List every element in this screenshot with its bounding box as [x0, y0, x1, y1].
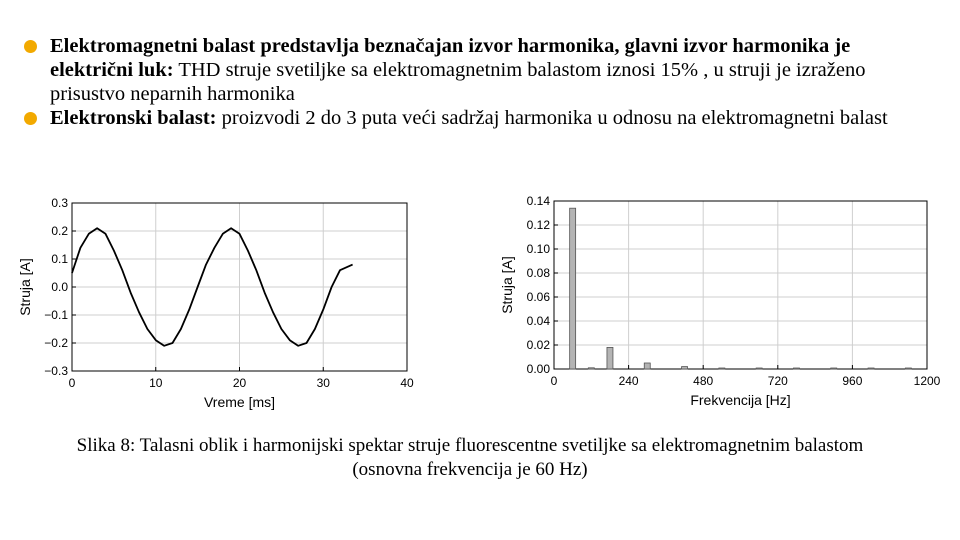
- figure-caption: Slika 8: Talasni oblik i harmonijski spektar struje fluorescentne svetiljke sa elektromagnetnim balastom (osnovna frekvencija je 60 Hz): [76, 435, 864, 480]
- x-tick-label: 1200: [913, 374, 941, 388]
- x-tick-label: 40: [400, 376, 414, 390]
- bar: [588, 368, 594, 369]
- y-tick-label: 0.04: [526, 314, 550, 328]
- bar: [868, 368, 874, 369]
- y-tick-label: 0.0: [51, 280, 68, 294]
- x-tick-label: 20: [232, 376, 247, 390]
- x-tick-label: 960: [842, 374, 863, 388]
- x-tick-label: 720: [767, 374, 788, 388]
- bar: [905, 368, 911, 369]
- y-axis-label: Struja [A]: [17, 258, 33, 316]
- bar: [719, 368, 725, 369]
- waveform-chart: [17, 188, 430, 418]
- bullet-dot-icon: [24, 112, 37, 125]
- plot-frame: [554, 201, 927, 369]
- bullet-bold: Elektronski balast:: [50, 107, 217, 129]
- bullet-item: [22, 34, 932, 106]
- bullet-dot-icon: [24, 40, 37, 53]
- bar: [793, 368, 799, 369]
- bar: [607, 347, 613, 369]
- bar: [831, 368, 837, 369]
- x-tick-label: 240: [618, 374, 639, 388]
- spectrum-chart: [494, 186, 944, 416]
- bar: [682, 367, 688, 369]
- y-tick-label: 0.02: [526, 338, 550, 352]
- y-tick-label: −0.1: [44, 308, 68, 322]
- bullet-bold: Elektromagnetni balast predstavlja beznačajan izvor harmonika, glavni izvor harmonika je električni luk:: [50, 35, 851, 81]
- bar: [756, 368, 762, 369]
- y-axis-label: Struja [A]: [499, 256, 515, 314]
- y-tick-label: 0.06: [526, 290, 550, 304]
- y-tick-label: 0.3: [51, 196, 68, 210]
- x-tick-label: 30: [316, 376, 330, 390]
- x-tick-label: 0: [550, 374, 558, 388]
- bullet-item: [22, 106, 932, 130]
- y-tick-label: 0.10: [526, 242, 550, 256]
- bar: [644, 363, 650, 369]
- x-axis-label: Frekvencija [Hz]: [690, 392, 791, 408]
- y-tick-label: −0.3: [44, 364, 68, 378]
- x-axis-label: Vreme [ms]: [203, 394, 276, 410]
- y-tick-label: 0.08: [526, 266, 550, 280]
- y-tick-label: 0.2: [51, 224, 68, 238]
- y-tick-label: 0.12: [526, 218, 550, 232]
- bullet-text: THD struje svetiljke sa elektromagnetnim balastom iznosi 15% , u struji je izraženo prisustvo neparnih harmonika: [50, 59, 866, 105]
- y-tick-label: 0.00: [526, 362, 550, 376]
- x-tick-label: 10: [149, 376, 163, 390]
- x-tick-label: 0: [68, 376, 76, 390]
- bar: [570, 208, 576, 369]
- y-tick-label: 0.14: [526, 194, 550, 208]
- bullet-list: [22, 34, 932, 130]
- x-tick-label: 480: [693, 374, 714, 388]
- y-tick-label: 0.1: [51, 252, 68, 266]
- bullet-text: proizvodi 2 do 3 puta veći sadržaj harmonika u odnosu na elektromagnetni balast: [216, 107, 888, 129]
- y-tick-label: −0.2: [44, 336, 68, 350]
